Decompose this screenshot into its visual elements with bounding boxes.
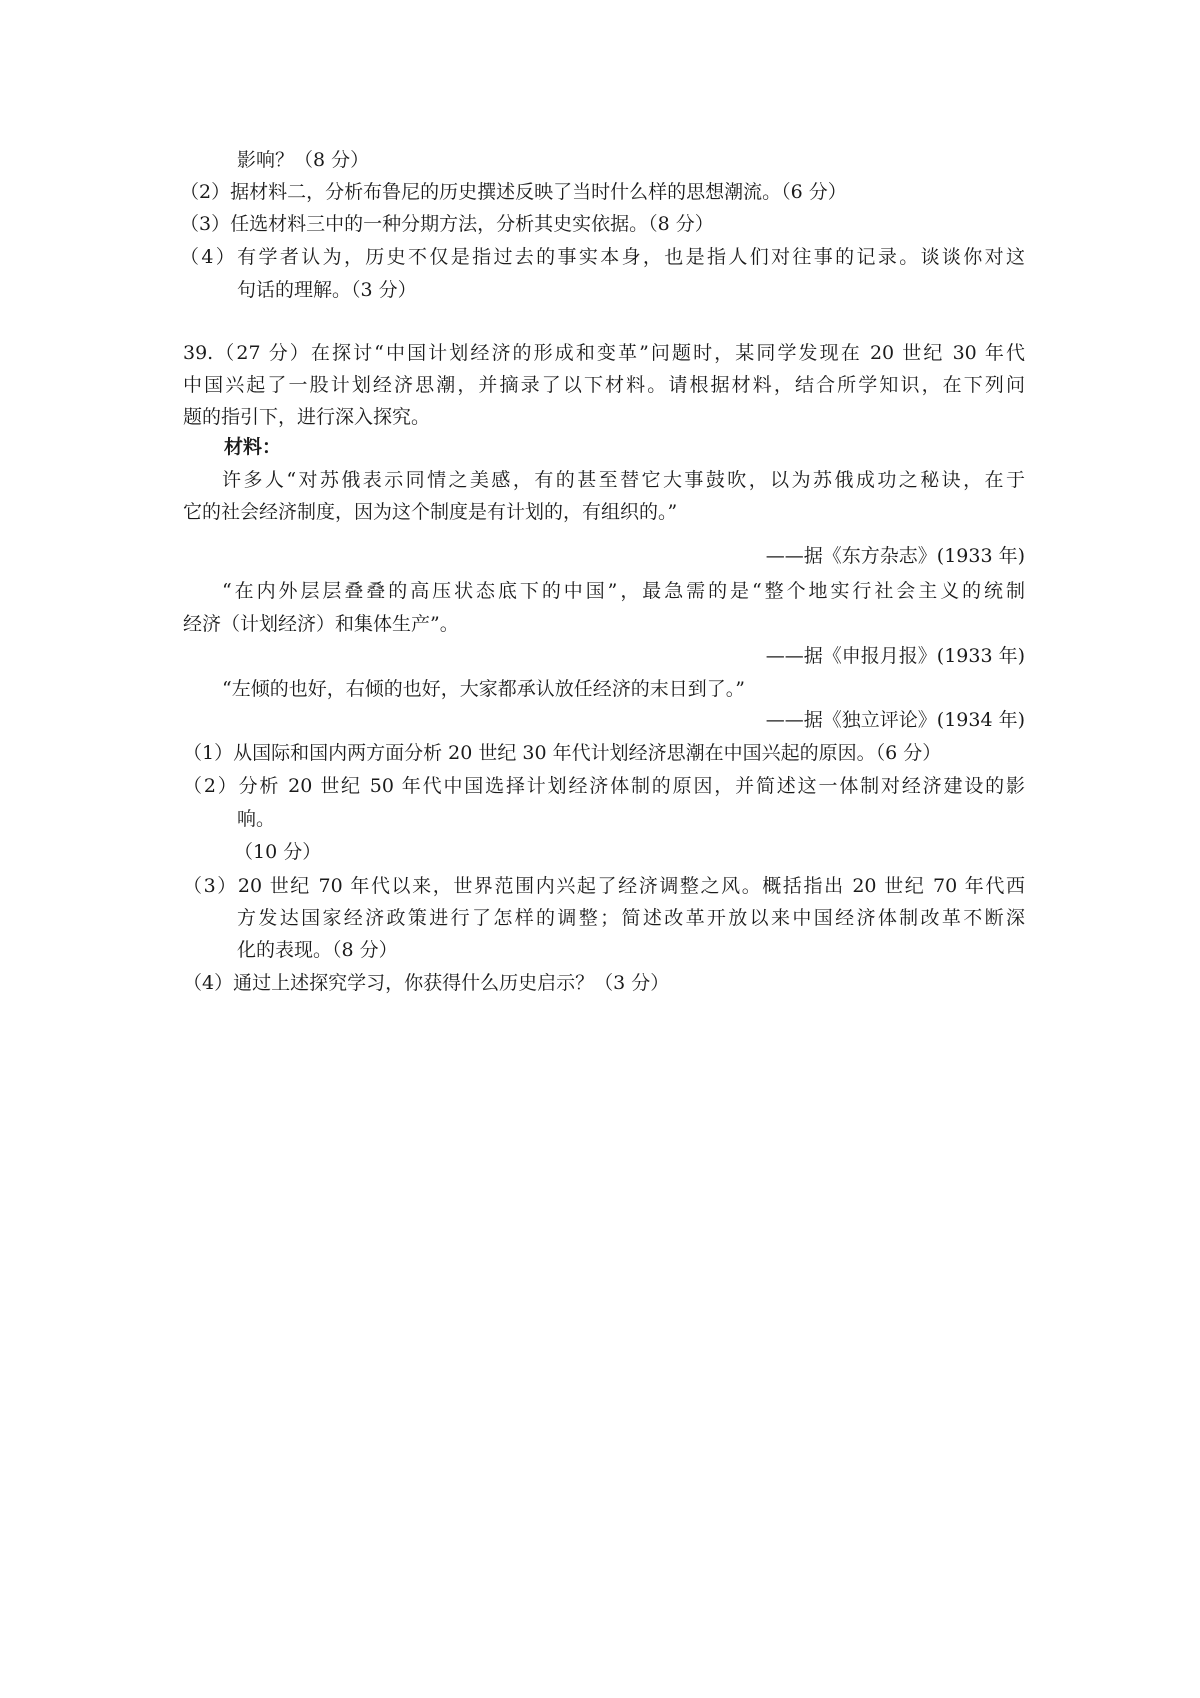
- sub-question-4-line1: （4）有学者认为，历史不仅是指过去的事实本身，也是指人们对往事的记录。谈谈你对这: [180, 246, 1025, 268]
- material-3-line1: “左倾的也好，右倾的也好，大家都承认放任经济的末日到了。”: [222, 678, 745, 700]
- q39-sub-2-line1: （2）分析 20 世纪 50 年代中国选择计划经济体制的原因，并简述这一体制对经济建设的影: [183, 775, 1025, 797]
- material-2-line2: 经济（计划经济）和集体生产”。: [183, 613, 459, 635]
- q39-sub-2-points: （10 分）: [234, 841, 322, 863]
- material-2-source: ——据《申报月报》(1933 年): [765, 645, 1025, 667]
- sub-question-2: （2）据材料二，分析布鲁尼的历史撰述反映了当时什么样的思想潮流。（6 分）: [180, 181, 847, 203]
- sub-question-4-line2: 句话的理解。（3 分）: [237, 279, 417, 301]
- material-1-line2: 它的社会经济制度，因为这个制度是有计划的，有组织的。”: [183, 501, 678, 523]
- material-label: 材料：: [224, 436, 282, 458]
- q39-intro-line2: 中国兴起了一股计划经济思潮，并摘录了以下材料。请根据材料，结合所学知识，在下列问: [183, 374, 1025, 396]
- q39-sub-4: （4）通过上述探究学习，你获得什么历史启示？（3 分）: [183, 972, 670, 994]
- prev-question-tail: 影响？（8 分）: [237, 149, 370, 171]
- q39-intro-line1: 39.（27 分）在探讨“中国计划经济的形成和变革”问题时，某同学发现在 20 世纪 30 年代: [183, 342, 1025, 364]
- q39-sub-3-line3: 化的表现。（8 分）: [237, 939, 398, 961]
- q39-sub-3-line1: （3）20 世纪 70 年代以来，世界范围内兴起了经济调整之风。概括指出 20 世纪 70 年代西: [183, 875, 1025, 897]
- sub-question-3: （3）任选材料三中的一种分期方法，分析其史实依据。（8 分）: [180, 213, 714, 235]
- q39-intro-line3: 题的指引下，进行深入探究。: [183, 406, 431, 428]
- material-1-source: ——据《东方杂志》(1933 年): [765, 545, 1025, 567]
- material-3-source: ——据《独立评论》(1934 年): [765, 709, 1025, 731]
- material-1-line1: 许多人“对苏俄表示同情之美感，有的甚至替它大事鼓吹，以为苏俄成功之秘诀，在于: [222, 469, 1025, 491]
- q39-sub-1: （1）从国际和国内两方面分析 20 世纪 30 年代计划经济思潮在中国兴起的原因。（6 分）: [183, 742, 942, 764]
- q39-sub-3-line2: 方发达国家经济政策进行了怎样的调整；简述改革开放以来中国经济体制改革不断深: [237, 907, 1025, 929]
- q39-sub-2-line2: 响。: [237, 808, 276, 830]
- material-2-line1: “在内外层层叠叠的高压状态底下的中国”，最急需的是“整个地实行社会主义的统制: [222, 580, 1025, 602]
